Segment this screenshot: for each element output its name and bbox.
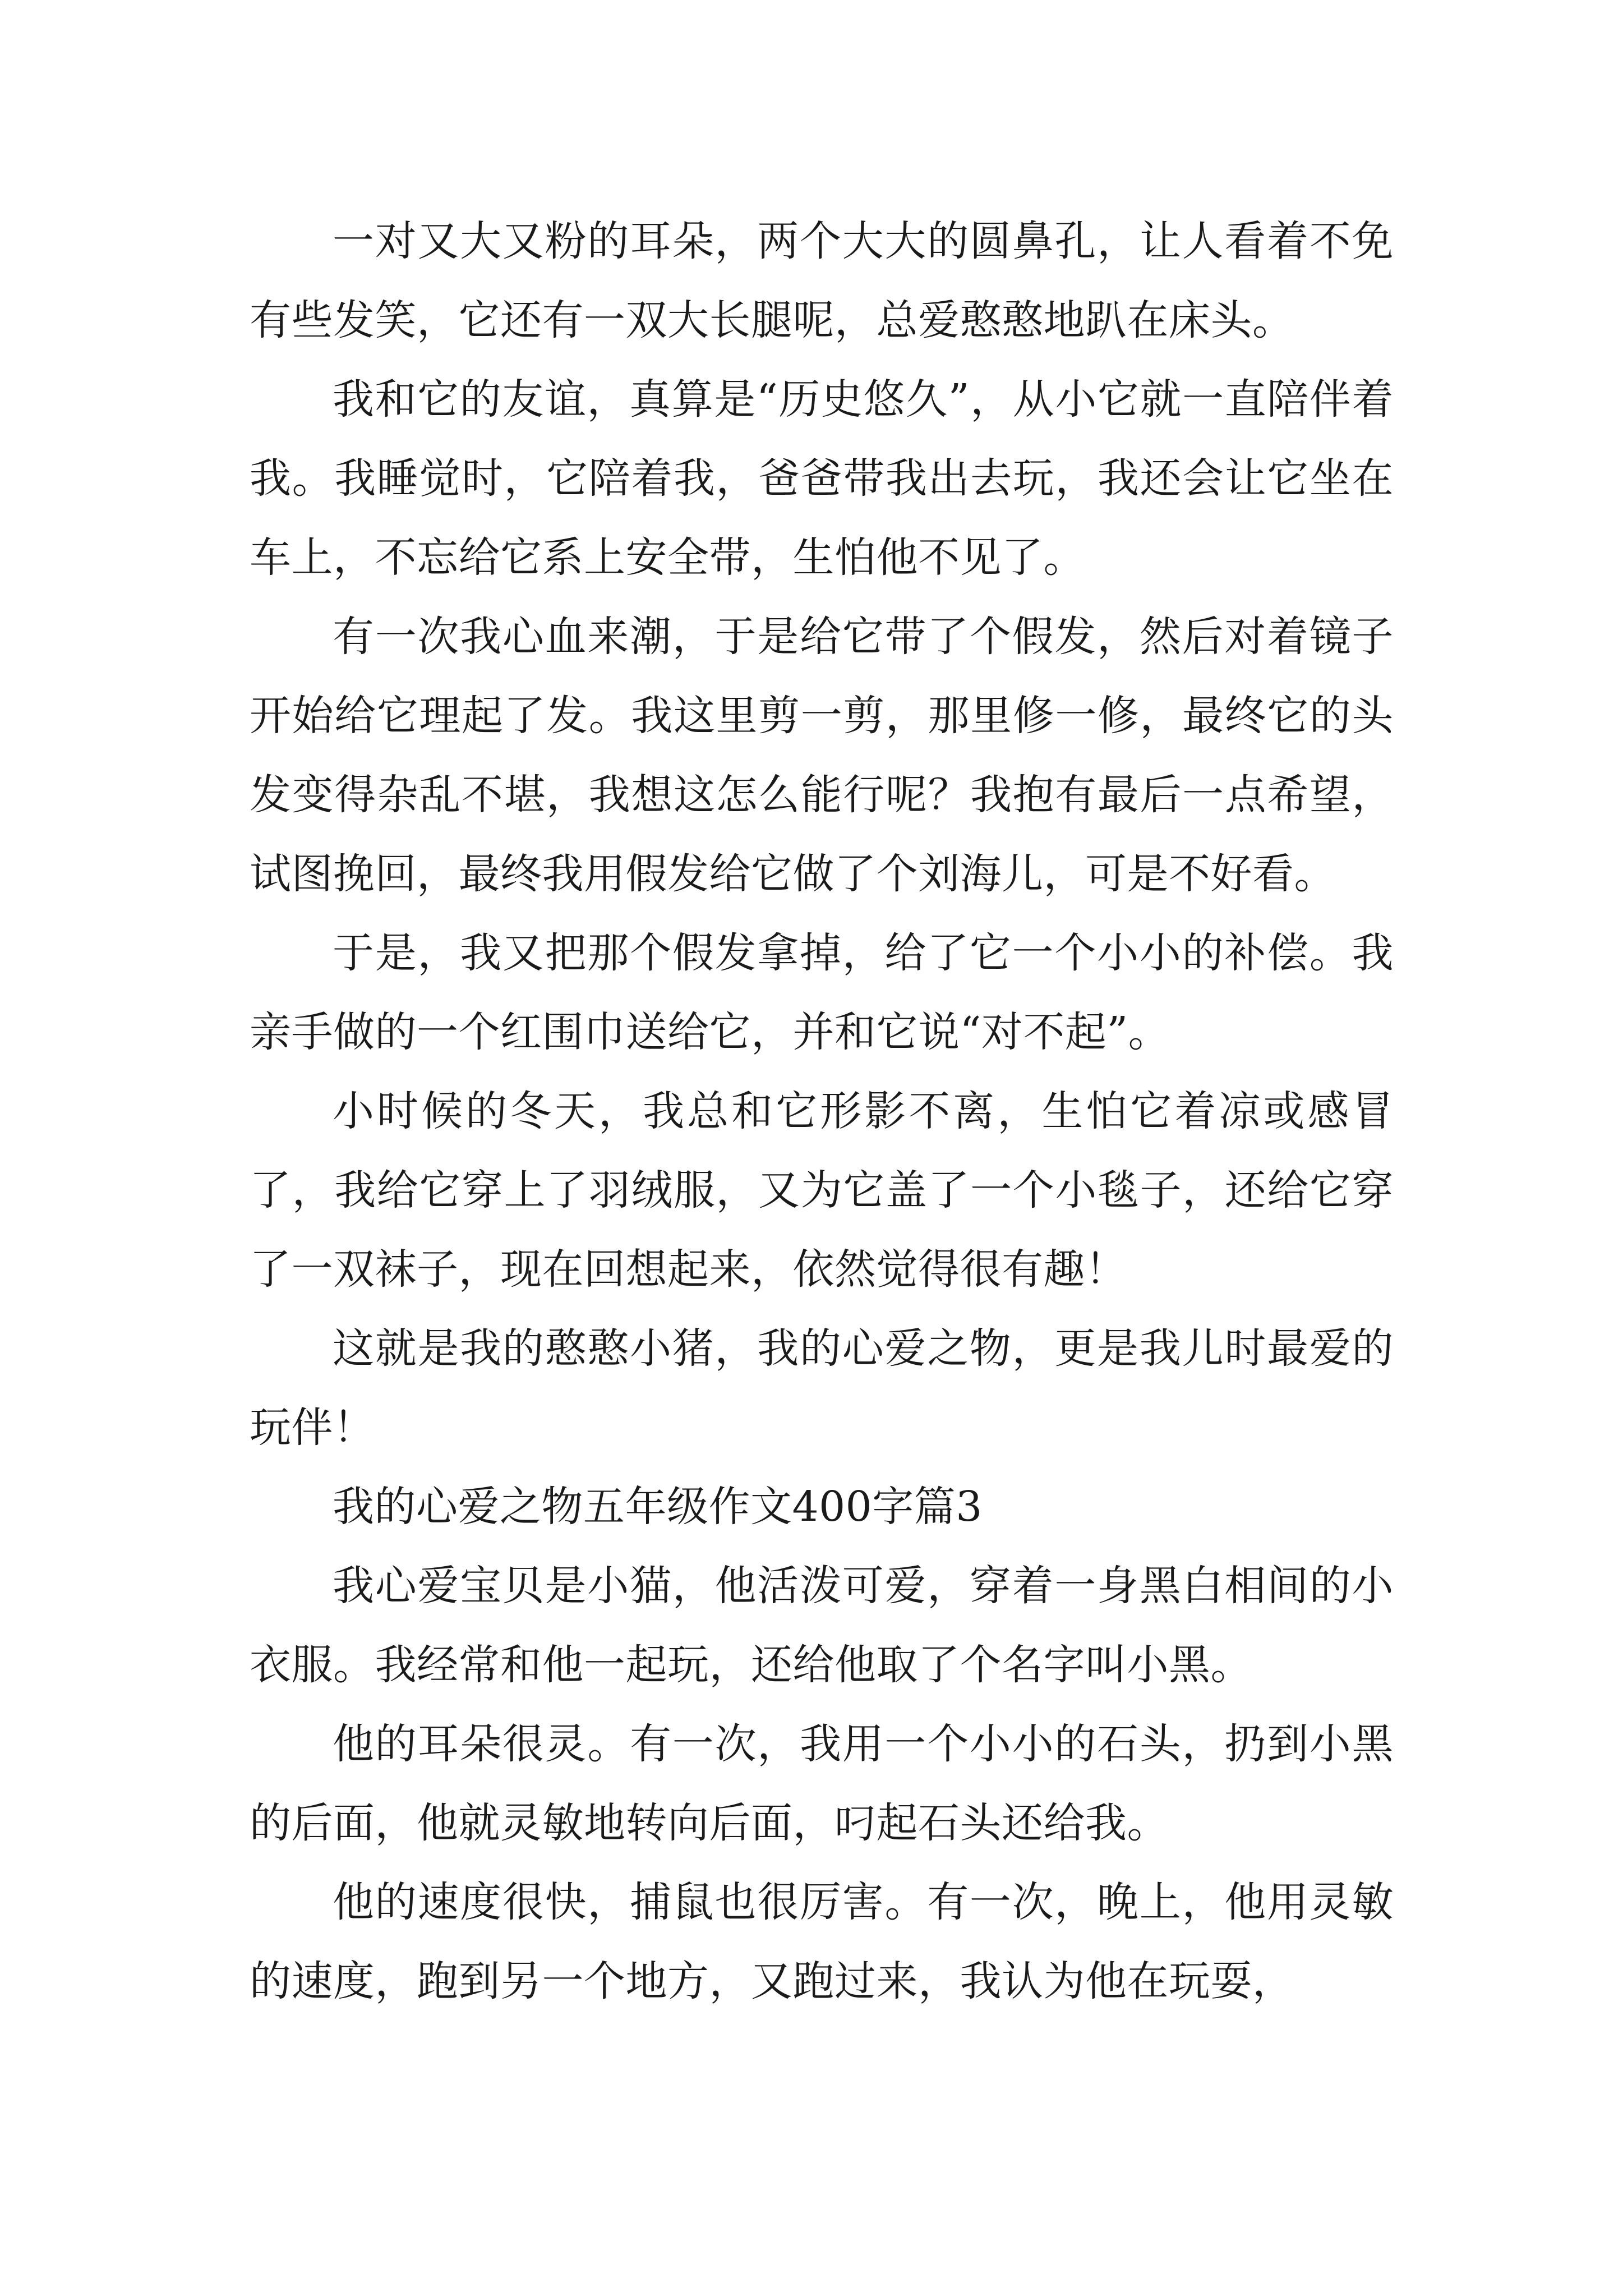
paragraph-cat-speed: 他的速度很快，捕鼠也很厉害。有一次，晚上，他用灵敏的速度，跑到另一个地方，又跑过来，我认为他在玩耍，: [250, 1878, 1394, 2005]
paragraph-winter: 小时候的冬天，我总和它形影不离，生怕它着凉或感冒了，我给它穿上了羽绒服，又为它盖了一个小毯子，还给它穿了一双袜子，现在回想起来，依然觉得很有趣！: [250, 1087, 1394, 1294]
paragraph-pig-ears: 一对又大又粉的耳朵，两个大大的圆鼻孔，让人看着不免有些发笑，它还有一双大长腿呢，总爱憨憨地趴在床头。: [250, 217, 1394, 344]
paragraph-red-scarf: 于是，我又把那个假发拿掉，给了它一个小小的补偿。我亲手做的一个红围巾送给它，并和它说“对不起”。: [250, 929, 1394, 1056]
section-heading: 我的心爱之物五年级作文400字篇3: [333, 1483, 983, 1531]
paragraph-conclusion: 这就是我的憨憨小猪，我的心爱之物，更是我儿时最爱的玩伴！: [250, 1324, 1394, 1452]
paragraph-friendship: 我和它的友谊，真算是“历史悠久”，从小它就一直陪伴着我。我睡觉时，它陪着我，爸爸带我出去玩，我还会让它坐在车上，不忘给它系上安全带，生怕他不见了。: [250, 375, 1394, 582]
paragraph-wig: 有一次我心血来潮，于是给它带了个假发，然后对着镜子开始给它理起了发。我这里剪一剪，那里修一修，最终它的头发变得杂乱不堪，我想这怎么能行呢？我抱有最后一点希望，试图挽回，最终我用假发给它做了个刘海儿，可是不好看。: [250, 613, 1394, 898]
paragraph-cat-ears: 他的耳朵很灵。有一次，我用一个小小的石头，扔到小黑的后面，他就灵敏地转向后面，叼起石头还给我。: [250, 1720, 1394, 1847]
document-body: [250, 202, 1394, 2021]
paragraph-cat-intro: 我心爱宝贝是小猫，他活泼可爱，穿着一身黑白相间的小衣服。我经常和他一起玩，还给他取了个名字叫小黑。: [250, 1562, 1394, 1689]
